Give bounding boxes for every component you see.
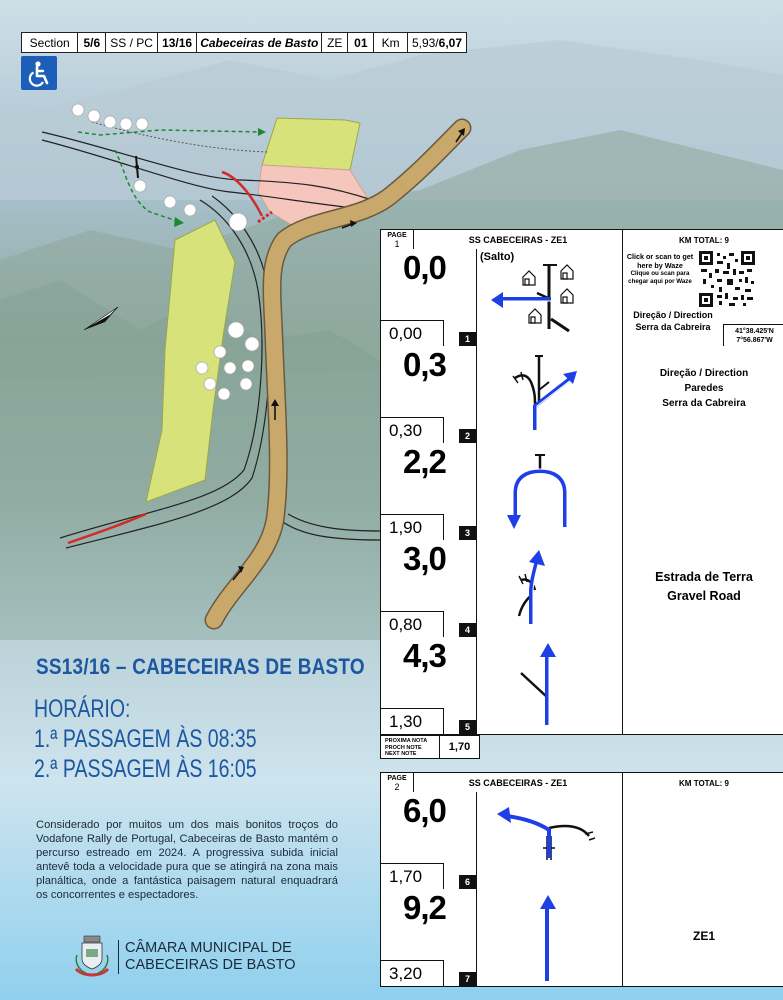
next-note-box: [380, 735, 480, 759]
km-value: 5,93/ 6,07: [411, 35, 463, 50]
ze-value: 01: [348, 33, 374, 52]
total-distance: 2,2: [403, 443, 446, 480]
tulip-diagram-7: [477, 889, 622, 986]
partial-distance: 1,90: [381, 514, 444, 540]
stage-title: SS13/16 – CABECEIRAS DE BASTO: [36, 654, 365, 679]
km-label: Km: [374, 33, 408, 52]
note-number: 3: [459, 526, 476, 540]
note-number: 4: [459, 623, 476, 637]
note-number: 6: [459, 875, 476, 889]
roadbook-row-4: [380, 540, 783, 638]
partial-distance: 0,80: [381, 611, 444, 637]
total-distance: 0,0: [403, 249, 446, 286]
total-distance: 0,3: [403, 346, 446, 383]
roadbook-row-7: [380, 889, 783, 987]
roadbook-row-6: [380, 792, 783, 890]
next-note-label: PROXIMA NOTA PROCH NOTE NEXT NOTE: [381, 736, 440, 758]
roadbook-row-2: [380, 346, 783, 444]
first-pass-time: 1.ª PASSAGEM ÀS 08:35: [34, 725, 257, 753]
spectator-zone-top: [262, 118, 360, 170]
logo-separator: [118, 940, 119, 974]
tulip-diagram-4: [477, 540, 622, 637]
section-header-bar: [21, 32, 467, 53]
tulip-diagram-1: [477, 249, 622, 346]
note-text: (Salto): [480, 251, 515, 263]
direction-info: Direção / Direction Paredes Serra da Cabreira: [659, 368, 749, 409]
tulip-diagram-6: [477, 792, 622, 889]
partial-distance: 3,20: [381, 960, 444, 986]
roadbook-row-5: [380, 637, 783, 735]
zone-label: ZE1: [692, 929, 715, 943]
section-label: Section: [22, 33, 78, 52]
partial-distance: 0,00: [381, 320, 444, 346]
municipality-line2: CABECEIRAS DE BASTO: [125, 957, 296, 973]
total-distance: 3,0: [403, 540, 446, 577]
sspc-value: 13/16: [158, 33, 197, 52]
total-distance: 4,3: [403, 637, 446, 674]
sspc-label: SS / PC: [106, 33, 158, 52]
page-number: 1: [394, 239, 400, 249]
road-surface-info: Estrada de Terra Gravel Road: [655, 570, 753, 603]
roadbook-row-3: [380, 443, 783, 541]
roadbook-header-page2: PAGE 2 SS CABECEIRAS - ZE1 KM TOTAL: 9: [380, 772, 783, 794]
tulip-diagram-3: [477, 443, 622, 540]
page-number: 2: [394, 782, 400, 792]
schedule: [34, 694, 257, 784]
total-distance: 6,0: [403, 792, 446, 829]
direction-info: Direção / Direction Serra da Cabreira: [633, 310, 713, 332]
roadbook-km-total: KM TOTAL: 9: [679, 235, 729, 245]
wheelchair-icon: [21, 56, 57, 90]
waze-text[interactable]: Click or scan to get here by Waze Clique ou scan para chegar aqui por Waze: [626, 252, 694, 285]
stage-description: Considerado por muitos um dos mais bonitos troços do Vodafone Rally de Portugal, Cabeceiras de Basto mantém o percurso estreado em 2024. A progressiva subida inicial antevê toda a velocidade pura que se atingirá na zona mais planáltica, onde a fantástica paisagem natural enquadrará os concorrentes e espectadores.: [36, 819, 338, 901]
roadbook-stage-title: SS CABECEIRAS - ZE1: [414, 773, 623, 793]
stage-name: Cabeceiras de Basto: [197, 33, 322, 52]
tulip-diagram-5: [477, 637, 622, 734]
qr-code-icon[interactable]: [699, 251, 755, 307]
ze-label: ZE: [322, 33, 348, 52]
municipality-logo: [72, 935, 296, 979]
roadbook-row-1: [380, 249, 783, 347]
roadbook-km-total: KM TOTAL: 9: [679, 778, 729, 788]
municipality-line1: CÂMARA MUNICIPAL DE: [125, 940, 292, 956]
partial-distance: 1,30: [381, 708, 444, 734]
note-number: 1: [459, 332, 476, 346]
note-number: 2: [459, 429, 476, 443]
total-distance: 9,2: [403, 889, 446, 926]
gps-coordinates: 41°38.425'N 7°56.867'W: [723, 324, 783, 346]
note-number: 5: [459, 720, 476, 734]
next-note-value: 1,70: [448, 741, 471, 753]
schedule-label: HORÁRIO:: [34, 695, 131, 723]
partial-distance: 1,70: [381, 863, 444, 889]
partial-distance: 0,30: [381, 417, 444, 443]
note-number: 7: [459, 972, 476, 986]
second-pass-time: 2.ª PASSAGEM ÀS 16:05: [34, 755, 257, 783]
roadbook-header-page1: PAGE 1 SS CABECEIRAS - ZE1 KM TOTAL: 9: [380, 229, 783, 251]
municipality-crest-icon: [72, 935, 112, 979]
roadbook-stage-title: SS CABECEIRAS - ZE1: [414, 230, 623, 250]
tulip-diagram-2: [477, 346, 622, 443]
section-value: 5/6: [78, 33, 106, 52]
